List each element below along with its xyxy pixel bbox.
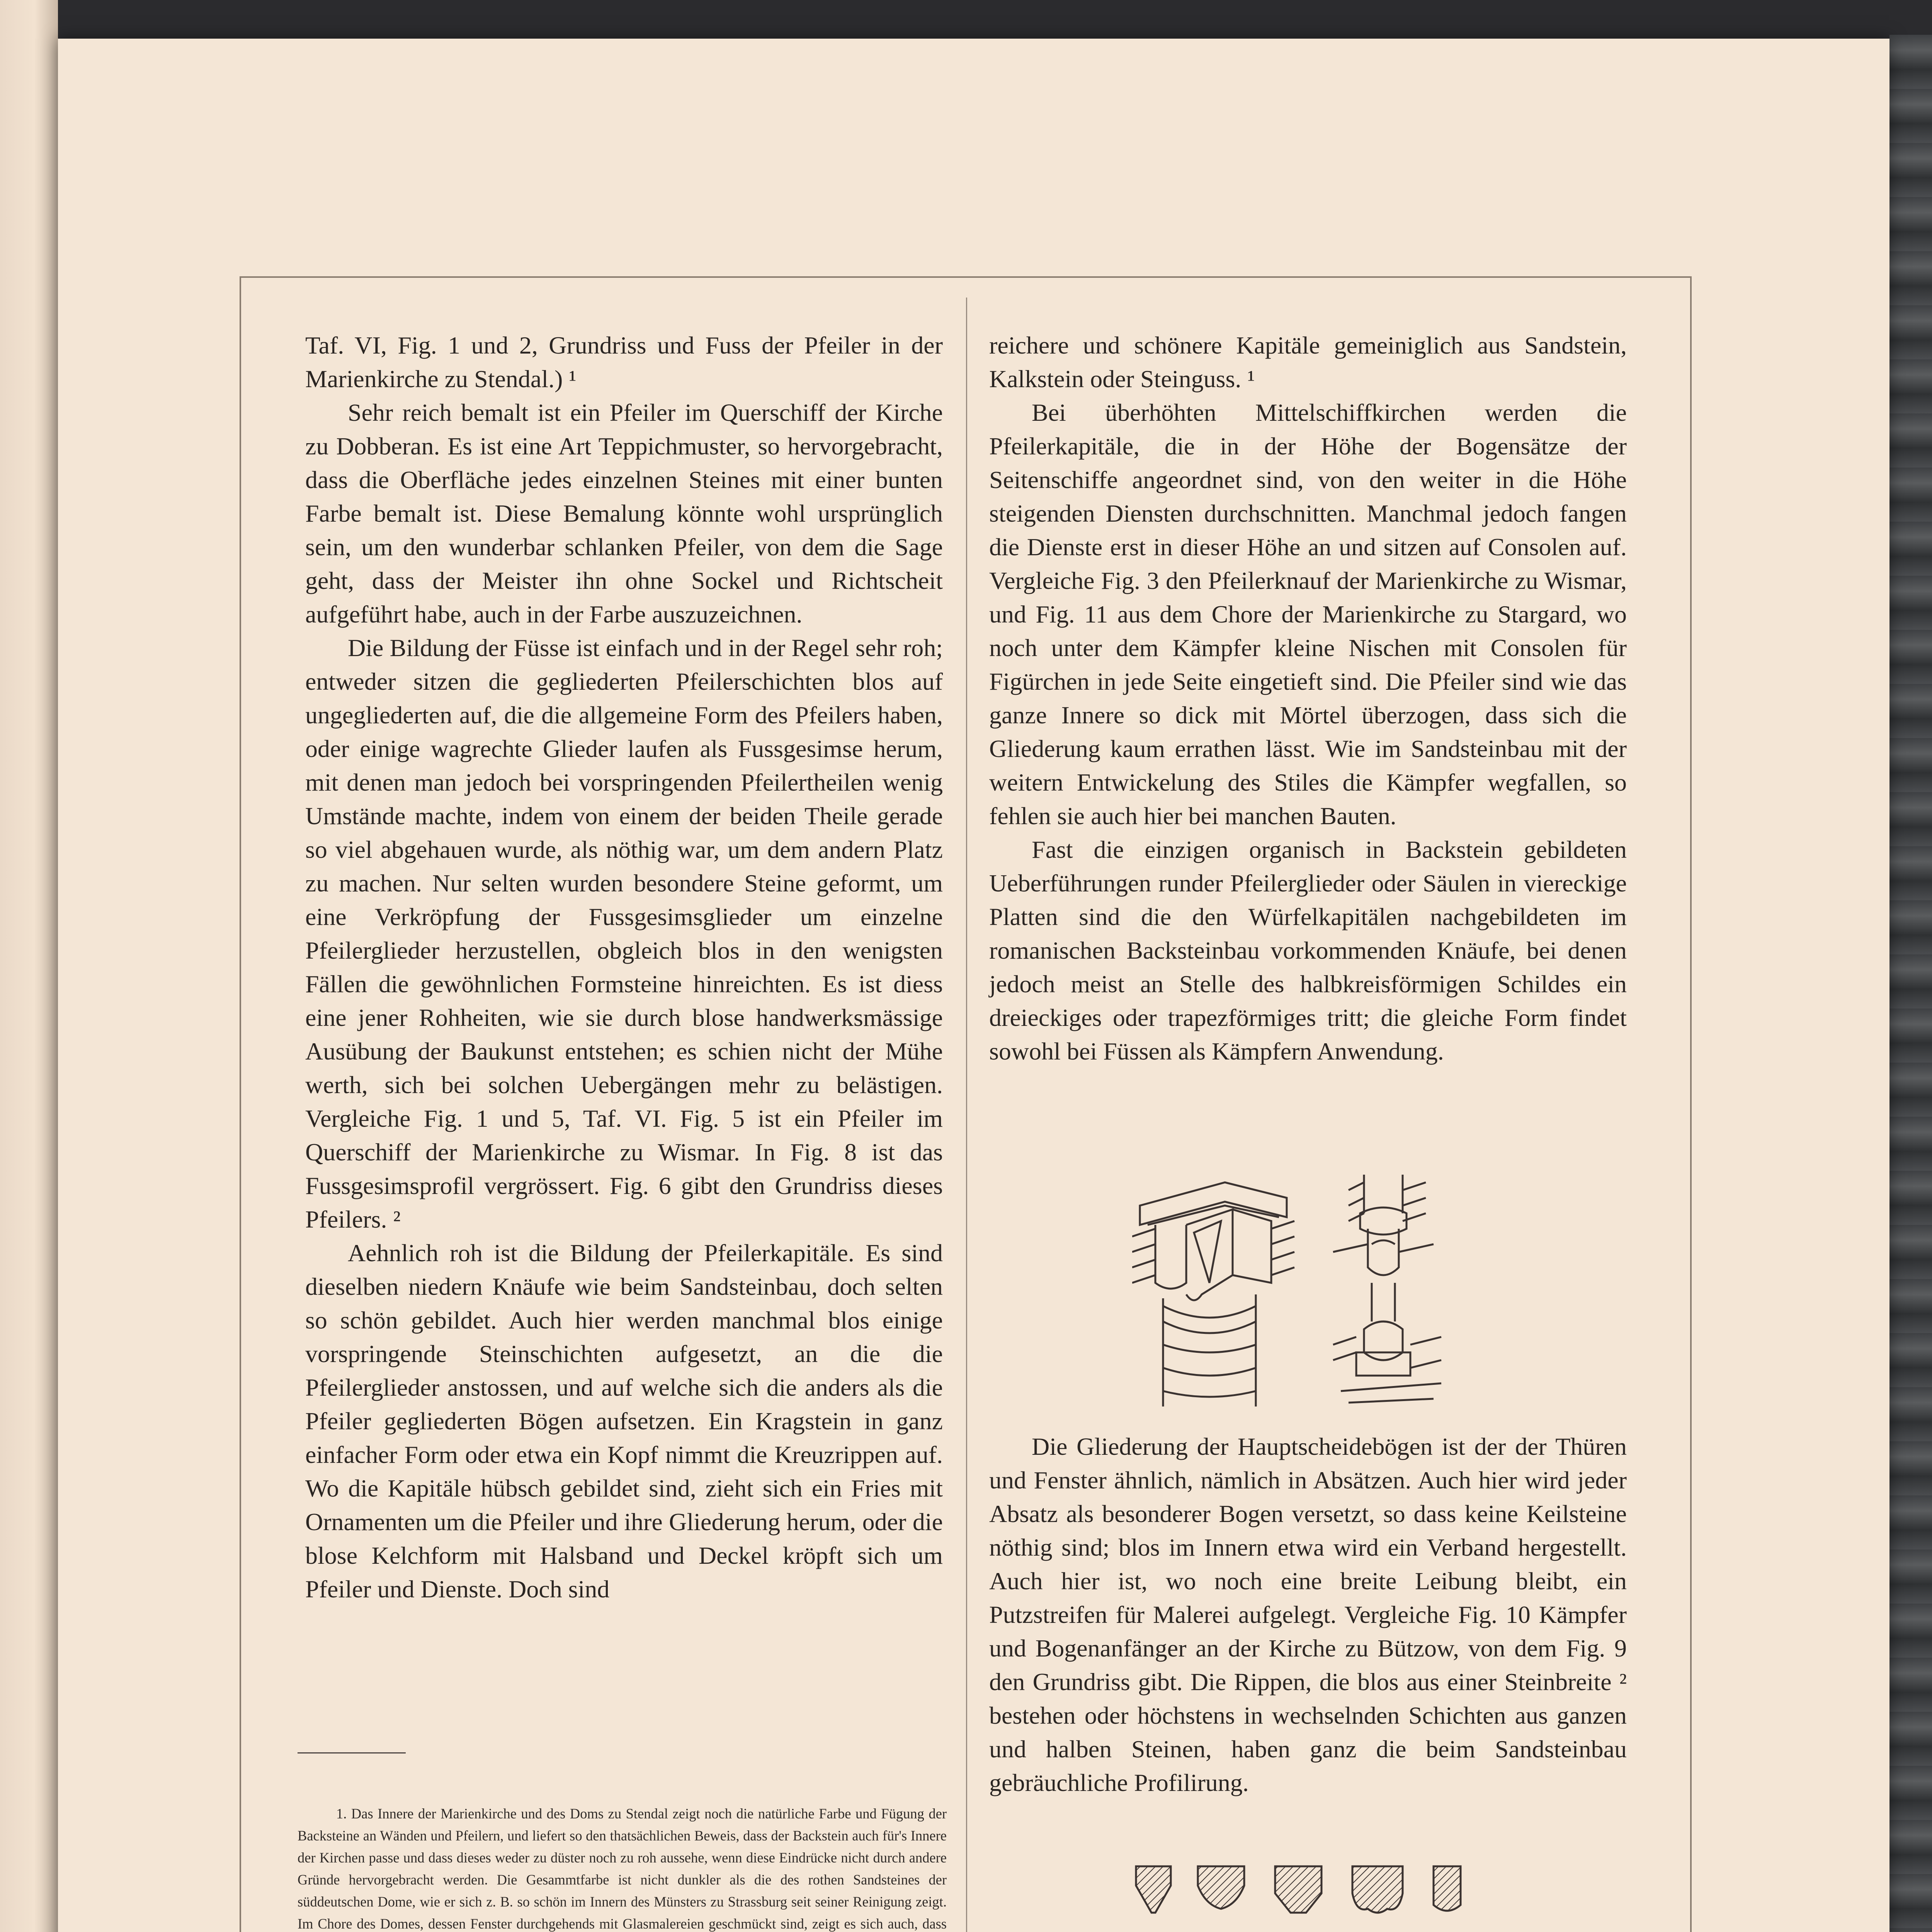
- right-paragraph-4: Die Gliederung der Hauptscheidebögen ist der der Thüren und Fenster ähnlich, nämlich in Absätzen. Auch hier wird jeder Absatz als besonderer Bogen versetzt, so dass keine Keilsteine nöthig sind; blos im Innern etwa wird ein Verband hergestellt. Auch hier ist, wo noch eine breite Leibung bleibt, ein Putzstreifen für Malerei aufgelegt. Vergleiche Fig. 10 Kämpfer und Bogenanfänger an der Kirche zu Bützow, von dem Fig. 9 den Grundriss gibt. Die Rippen, die blos aus einer Steinbreite ² bestehen oder höchstens in wechselnden Schichten aus ganzen und halben Steinen, haben ganz die beim Sandsteinbau gebräuchliche Profilirung.: [989, 1433, 1627, 1796]
- left-footnote-1: 1. Das Innere der Marienkirche und des Doms zu Stendal zeigt noch die natürliche Farbe und Fügung der Backsteine an Wänden und Pfeilern, und liefert so den thatsächlichen Beweis, dass der Backstein auch für's Innere der Kirchen passe und dass dieses weder zu düster noch zu roh aussehe, wenn diese Eindrücke nicht durch andere Gründe hervorgebracht werden. Die Gesammtfarbe ist nicht dunkler als die des rothen Sandsteines der süddeutschen Dome, wie er sich z. B. so schön im Innern des Münsters zu Strassburg seit seiner Reinigung zeigt. Im Chore des Domes, dessen Fenster durchgehends mit Glasmalereien geschmückt sind, zeigt es sich auch, dass: [298, 1806, 947, 1932]
- left-paragraph-4: Aehnlich roh ist die Bildung der Pfeilerkapitäle. Es sind dieselben niedern Knäufe wie beim Sandsteinbau, doch selten so schön gebildet. Auch hier werden manchmal blos einige vorspringende Steinschichten aufgesetzt, an die die Pfeilerglieder anstossen, und auf welche sich die anders als die Pfeiler gegliederten Bögen aufsetzen. Ein Kragstein in ganz einfacher Form oder etwa ein Kopf nimmt die Kreuzrippen auf. Wo die Kapitäle hübsch gebildet sind, zieht sich ein Fries mit Ornamenten um die Pfeiler und ihre Gliederung herum, oder die blose Kelchform mit Halsband und Deckel kröpft sich um Pfeiler und Dienste. Doch sind: [305, 1239, 943, 1603]
- left-paragraph-3: Die Bildung der Füsse ist einfach und in der Regel sehr roh; entweder sitzen die gegliederten Pfeilerschichten blos auf ungegliederten auf, die die allgemeine Form des Pfeilers haben, oder einige wagrechte Glieder laufen als Fussgesimse herum, mit denen man jedoch bei vorspringenden Pfeilertheilen wenig Umstände machte, indem von einem der beiden Theile gerade so viel abgehauen wurde, als nöthig war, um dem andern Platz zu machen. Nur selten wurden besondere Steine geformt, um eine Verkröpfung der Fussgesimsglieder um einzelne Pfeilerglieder herzustellen, obgleich blos in den wenigsten Fällen die gewöhnlichen Formsteine hinreichten. Es ist diess eine jener Rohheiten, wie sie durch blose handwerksmässige Ausübung der Baukunst entstehen; es schien nicht der Mühe werth, sich bei solchen Uebergängen mehr zu belästigen. Vergleiche Fig. 1 und 5, Taf. VI. Fig. 5 ist ein Pfeiler im Querschiff der Marienkirche zu Wismar. In Fig. 8 ist das Fussgesimsprofil vergrössert. Fig. 6 gibt den Grundriss dieses Pfeilers. ²: [305, 634, 943, 1233]
- rib-profiles-illustration: [1128, 1862, 1484, 1932]
- rib-profile-1: [1136, 1866, 1171, 1913]
- left-paragraph-2: Sehr reich bemalt ist ein Pfeiler im Querschiff der Kirche zu Dobberan. Es ist eine Art Teppichmuster, so hervorgebracht, dass die Oberfläche jedes einzelnen Steines mit einer bunten Farbe bemalt ist. Diese Bemalung könnte wohl ursprünglich sein, um den wunderbar schlanken Pfeiler, von dem die Sage geht, dass der Meister ihn ohne Sockel und Richtscheit aufgeführt habe, auch in der Farbe auszuzeichnen.: [305, 399, 943, 628]
- facing-page: [0, 0, 58, 1932]
- right-paragraph-1: reichere und schönere Kapitäle gemeiniglich aus Sandstein, Kalkstein oder Steinguss. ¹: [989, 332, 1627, 393]
- column-divider: [966, 298, 967, 1932]
- left-paragraph-1: Taf. VI, Fig. 1 und 2, Grundriss und Fuss der Pfeiler in der Marienkirche zu Stendal.) ¹: [305, 332, 943, 393]
- left-column: [305, 328, 943, 1606]
- left-footnotes: [298, 1803, 947, 1932]
- right-column-top: [989, 328, 1627, 1068]
- capital-illustration: [1132, 1167, 1488, 1406]
- right-paragraph-2: Bei überhöhten Mittelschiffkirchen werden die Pfeilerkapitäle, die in der Höhe der Bogensätze der Seitenschiffe angeordnet sind, von den weiter in die Höhe steigenden Diensten durchschnitten. Manchmal jedoch fangen die Dienste erst in dieser Höhe an und sitzen auf Consolen auf. Vergleiche Fig. 3 den Pfeilerknauf der Marienkirche zu Wismar, und Fig. 11 aus dem Chore der Marienkirche zu Stargard, wo noch unter dem Kämpfer kleine Nischen mit Consolen für Figürchen in jede Seite eingetieft sind. Die Pfeiler sind wie das ganze Innere so dick mit Mörtel überzogen, dass sich die Gliederung kaum errathen lässt. Wie im Sandsteinbau mit der weitern Entwickelung des Stiles die Kämpfer wegfallen, so fehlen sie auch hier bei manchen Bauten.: [989, 399, 1627, 830]
- book-cover-edge: [1889, 35, 1932, 1932]
- cushion-capital-drawing: [1132, 1182, 1294, 1406]
- rib-profile-4: [1352, 1866, 1403, 1913]
- console-capital-drawing: [1333, 1175, 1441, 1403]
- left-footnote-rule: [298, 1752, 406, 1753]
- rib-profile-2: [1198, 1866, 1244, 1909]
- rib-profile-3: [1275, 1866, 1321, 1913]
- rib-profile-5: [1434, 1866, 1461, 1911]
- right-column-middle: [989, 1430, 1627, 1799]
- right-paragraph-3: Fast die einzigen organisch in Backstein gebildeten Ueberführungen runder Pfeilerglieder oder Säulen in viereckige Platten sind die den Würfelkapitälen nachgebildeten im romanischen Backsteinbau vorkommenden Knäufe, bei denen jedoch meist an Stelle des halbkreisförmigen Schildes ein dreieckiges oder trapezförmiges tritt; die gleiche Form findet sowohl bei Füssen als Kämpfern Anwendung.: [989, 836, 1627, 1065]
